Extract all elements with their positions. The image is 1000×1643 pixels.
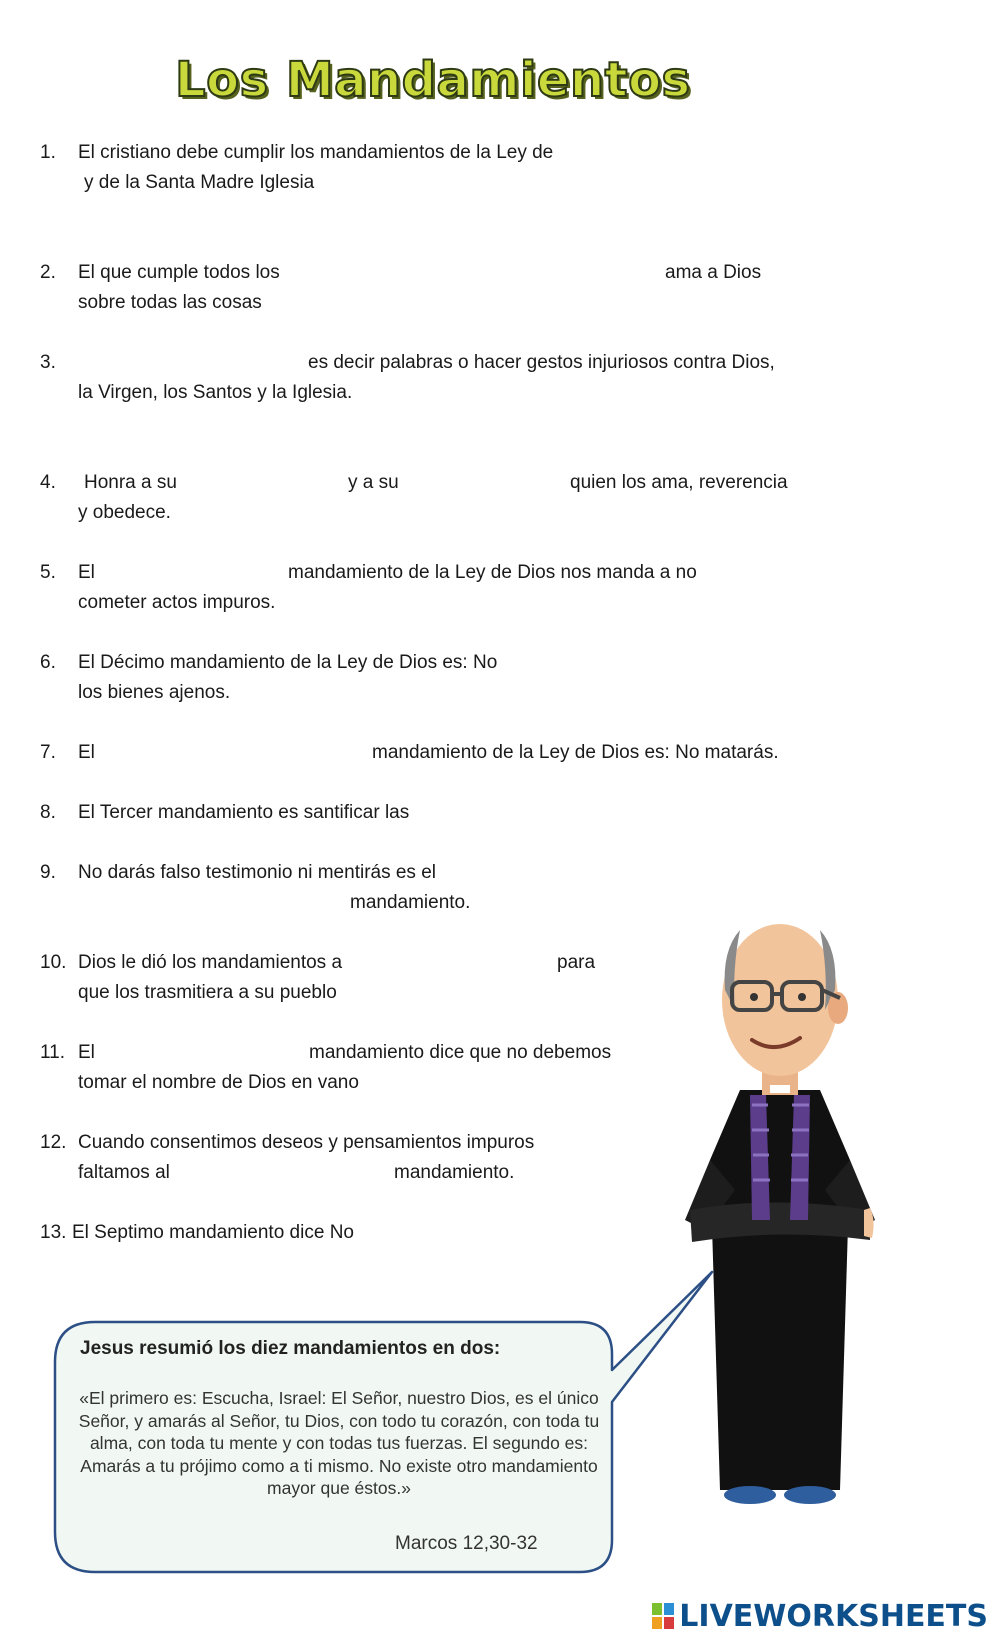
item-text: ama a Dios — [665, 262, 762, 283]
item-number: 9. — [40, 862, 56, 883]
item-text: El cristiano debe cumplir los mandamientos de la Ley de — [78, 142, 554, 163]
item-number: 8. — [40, 802, 56, 823]
item-text: mandamiento. — [394, 1162, 515, 1183]
item-number: 13. — [40, 1222, 67, 1243]
item-number: 4. — [40, 472, 56, 493]
item-text: sobre todas las cosas — [78, 292, 262, 313]
item-number: 6. — [40, 652, 56, 673]
item-text: Honra a su — [84, 472, 177, 493]
page-title: Los Mandamientos — [175, 52, 691, 108]
item-text: El Septimo mandamiento dice No — [72, 1222, 354, 1243]
item-text: El — [78, 562, 95, 583]
item-number: 1. — [40, 142, 56, 163]
item-text: No darás falso testimonio ni mentirás es el — [78, 862, 436, 883]
item-number: 12. — [40, 1132, 67, 1153]
item-number: 7. — [40, 742, 56, 763]
item-text: faltamos al — [78, 1162, 170, 1183]
item-text: y obedece. — [78, 502, 171, 523]
item-text: es decir palabras o hacer gestos injuriosos contra Dios, — [308, 352, 775, 373]
item-number: 5. — [40, 562, 56, 583]
item-text: que los trasmitiera a su pueblo — [78, 982, 337, 1003]
item-text: El que cumple todos los — [78, 262, 280, 283]
item-number: 3. — [40, 352, 56, 373]
liveworksheets-logo[interactable] — [651, 1594, 988, 1638]
item-number: 10. — [40, 952, 67, 973]
bubble-quote: «El primero es: Escucha, Israel: El Señor, nuestro Dios, es el único Señor, y amarás al Señor, tu Dios, con todo tu corazón, con toda tu alma, con toda tu mente y con todas tus fuerzas. El segundo es: Amarás a tu prójimo como a ti mismo. No existe otro mandamiento mayor que éstos.» — [78, 1388, 600, 1498]
item-text: Dios le dió los mandamientos a — [78, 952, 343, 973]
item-text: quien los ama, reverencia — [570, 472, 788, 493]
item-text: El — [78, 1042, 95, 1063]
item-text: mandamiento. — [350, 892, 471, 913]
item-text: y de la Santa Madre Iglesia — [84, 172, 315, 193]
item-text: El Tercer mandamiento es santificar las — [78, 802, 410, 823]
item-text: mandamiento dice que no debemos — [309, 1042, 612, 1063]
item-number: 2. — [40, 262, 56, 283]
liveworksheets-icon — [651, 1601, 677, 1631]
item-text: mandamiento de la Ley de Dios es: No matarás. — [372, 742, 779, 763]
item-text: la Virgen, los Santos y la Iglesia. — [78, 382, 353, 403]
item-number: 11. — [40, 1042, 66, 1063]
item-text: para — [557, 952, 596, 973]
bubble-reference: Marcos 12,30-32 — [395, 1533, 538, 1554]
item-text: Cuando consentimos deseos y pensamientos impuros — [78, 1132, 535, 1153]
item-text: los bienes ajenos. — [78, 682, 231, 703]
priest-illustration — [680, 890, 880, 1530]
item-text: El — [78, 742, 95, 763]
item-text: tomar el nombre de Dios en vano — [78, 1072, 359, 1093]
item-text: El Décimo mandamiento de la Ley de Dios es: No — [78, 652, 498, 673]
brand-name: LIVEWORKSHEETS — [679, 1598, 988, 1634]
item-text: cometer actos impuros. — [78, 592, 276, 613]
item-text: y a su — [348, 472, 399, 493]
item-text: mandamiento de la Ley de Dios nos manda a no — [288, 562, 697, 583]
bubble-title: Jesus resumió los diez mandamientos en dos: — [80, 1338, 501, 1359]
